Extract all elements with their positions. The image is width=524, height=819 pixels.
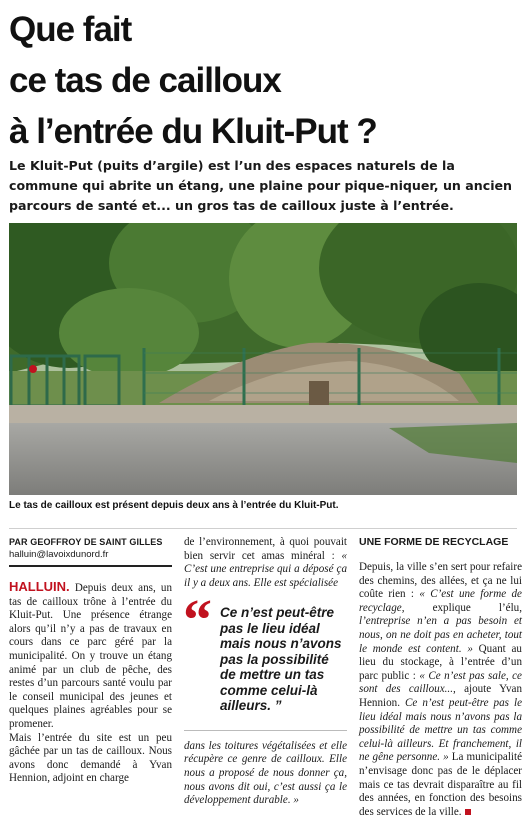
body-paragraph-3: de l’environnement, à quoi pouvait bien servir cet amas minéral : « C’est une entreprise qui a déposé ça il y a deux ans. Elle est spécialisée <box>184 536 347 589</box>
article-photo <box>9 223 517 495</box>
end-of-article-mark <box>465 809 471 815</box>
headline <box>9 4 519 157</box>
column-2 <box>184 536 347 808</box>
headline-line-2: ce tas de cailloux <box>9 61 281 100</box>
body-paragraph-2: Mais l’entrée du site est un peu gâchée par un tas de cailloux. Nous avons donc demandé à Yvan Hennion, adjoint en charge <box>9 731 172 785</box>
quote-mark-icon: “ <box>183 587 212 653</box>
pull-quote: “ Ce n’est peut-être pas le lieu idéal mais nous n’avons pas la possibilité de mettre un tas comme celui-là ailleurs. ” <box>183 587 342 714</box>
byline-rule <box>9 565 172 567</box>
column-1 <box>9 536 172 786</box>
section-divider <box>9 528 517 529</box>
byline: PAR GEOFFROY DE SAINT GILLES <box>9 537 163 547</box>
body-paragraph-4: dans les toitures végétalisées et elle récupère ce genre de cailloux. Elle nous a proposé de nous donner ça, nous avons dit oui, c’est aussi ça le développement durable. » <box>184 739 347 807</box>
pull-quote-rule <box>184 730 347 731</box>
headline-line-3: à l’entrée du Kluit-Put ? <box>9 112 377 151</box>
body-paragraph-5: Depuis, la ville s’en sert pour refaire des chemins, des allées, et ça ne lui coûte rien : « C’est une forme de recyclage, explique l’élu, l’entreprise n’en a pas besoin et nous, on ne doit pas en acheter, tout le monde est content. » Quant au lieu du stockage, à l’entrée d’un parc public : « Ce n’est pas sale, ce sont des cailloux..., ajoute Yvan Hennion. Ce n’est peut-être pas le lieu idéal mais nous n’avons pas la possibilité de mettre un tas comme celui-là ailleurs. Et franchement, il ne gêne personne. » La municipalité n’envisage donc pas de le déplacer mais ce tas devrait disparaître au fil des années, en fonction des besoins des services de la ville. <box>359 561 522 818</box>
column-3 <box>359 536 522 819</box>
author-email[interactable]: halluin@lavoixdunord.fr <box>9 549 109 560</box>
photo-caption: Le tas de cailloux est présent depuis deux ans à l’entrée du Kluit-Put. <box>9 500 339 511</box>
photo-illustration <box>9 223 517 495</box>
dateline-city: HALLUIN. <box>9 579 70 594</box>
headline-line-1: Que fait <box>9 10 132 49</box>
lead-paragraph: Le Kluit-Put (puits d’argile) est l’un des espaces naturels de la commune qui abrite un étang, une plaine pour pique-niquer, un ancien parcours de santé et... un gros tas de cailloux juste à l’entrée. <box>9 158 513 213</box>
section-subhead: UNE FORME DE RECYCLAGE <box>359 536 509 548</box>
body-paragraph-1: HALLUIN. Depuis deux ans, un tas de cailloux trône à l’entrée du Kluit-Put. Une présence étrange alors qu’il n’y a pas de travaux en cours dans ce parc géré par la municipalité. On y trouve un étang animé par un club de pêche, des restes d’un parcours santé voulu par le conseil municipal des jeunes et quelques plaines agréables pour se promener. <box>9 579 172 730</box>
